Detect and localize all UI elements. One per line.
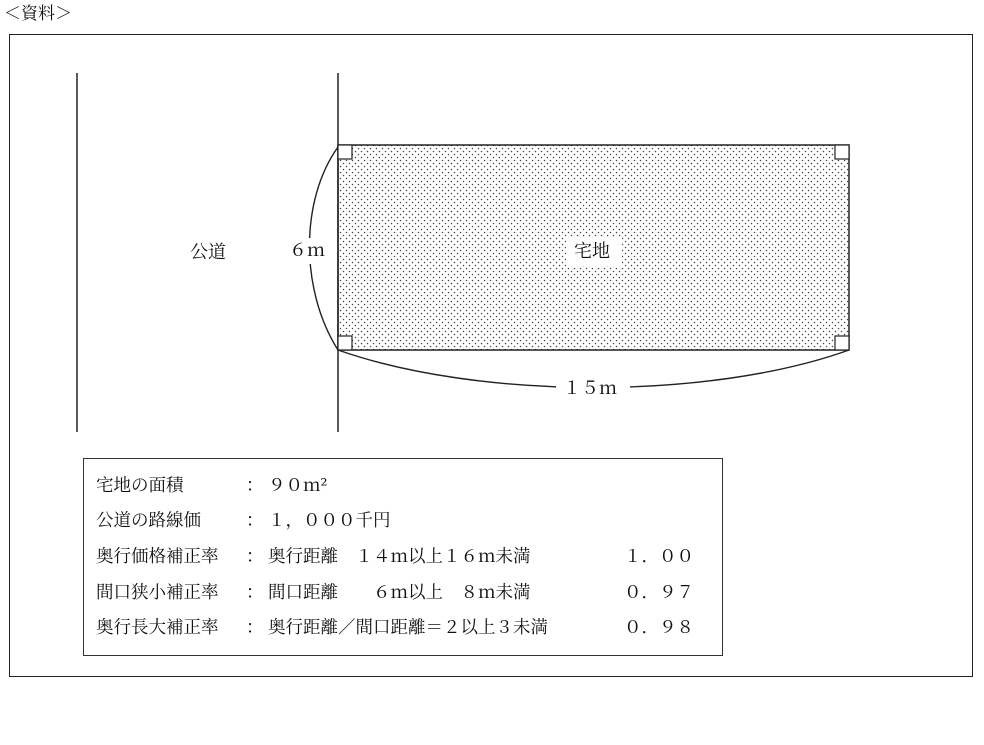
info-value: 間口距離 ６ｍ以上 ８ｍ未満 bbox=[268, 583, 531, 603]
corner-mark-top-left bbox=[338, 145, 352, 159]
info-row-area bbox=[96, 473, 328, 499]
info-term: 奥行長大補正率 bbox=[96, 618, 219, 638]
info-term: 公道の路線価 bbox=[96, 511, 201, 531]
material-heading: ＜資料＞ bbox=[4, 4, 72, 24]
lot-label: 宅地 bbox=[574, 241, 610, 262]
frontage-label: ６ｍ bbox=[289, 240, 325, 261]
info-row-narrow-frontage bbox=[96, 580, 694, 606]
info-value: 奥行距離 １４ｍ以上１６ｍ未満 bbox=[268, 547, 531, 567]
info-value: １，０００千円 bbox=[268, 511, 391, 531]
info-row-depth-ratio bbox=[96, 615, 694, 641]
info-term: 奥行価格補正率 bbox=[96, 547, 219, 567]
info-colon: ： bbox=[246, 476, 264, 496]
info-colon: ： bbox=[246, 511, 264, 531]
info-value: 奥行距離／間口距離＝２以上３未満 bbox=[268, 618, 548, 638]
info-colon: ： bbox=[246, 583, 264, 603]
road-label: 公道 bbox=[190, 242, 226, 263]
info-colon: ： bbox=[246, 547, 264, 567]
info-factor: １．００ bbox=[624, 547, 694, 567]
info-factor: ０．９８ bbox=[624, 618, 694, 638]
info-term: 宅地の面積 bbox=[96, 476, 184, 496]
info-factor: ０．９７ bbox=[624, 583, 694, 603]
info-row-depth-adjustment bbox=[96, 544, 694, 570]
info-value: ９０ｍ² bbox=[268, 476, 328, 496]
info-term: 間口狭小補正率 bbox=[96, 583, 219, 603]
depth-label: １５ｍ bbox=[563, 378, 617, 399]
corner-mark-bottom-left bbox=[338, 336, 352, 350]
corner-mark-bottom-right bbox=[835, 336, 849, 350]
info-colon: ： bbox=[246, 618, 264, 638]
info-row-route-price bbox=[96, 508, 391, 534]
corner-mark-top-right bbox=[835, 145, 849, 159]
